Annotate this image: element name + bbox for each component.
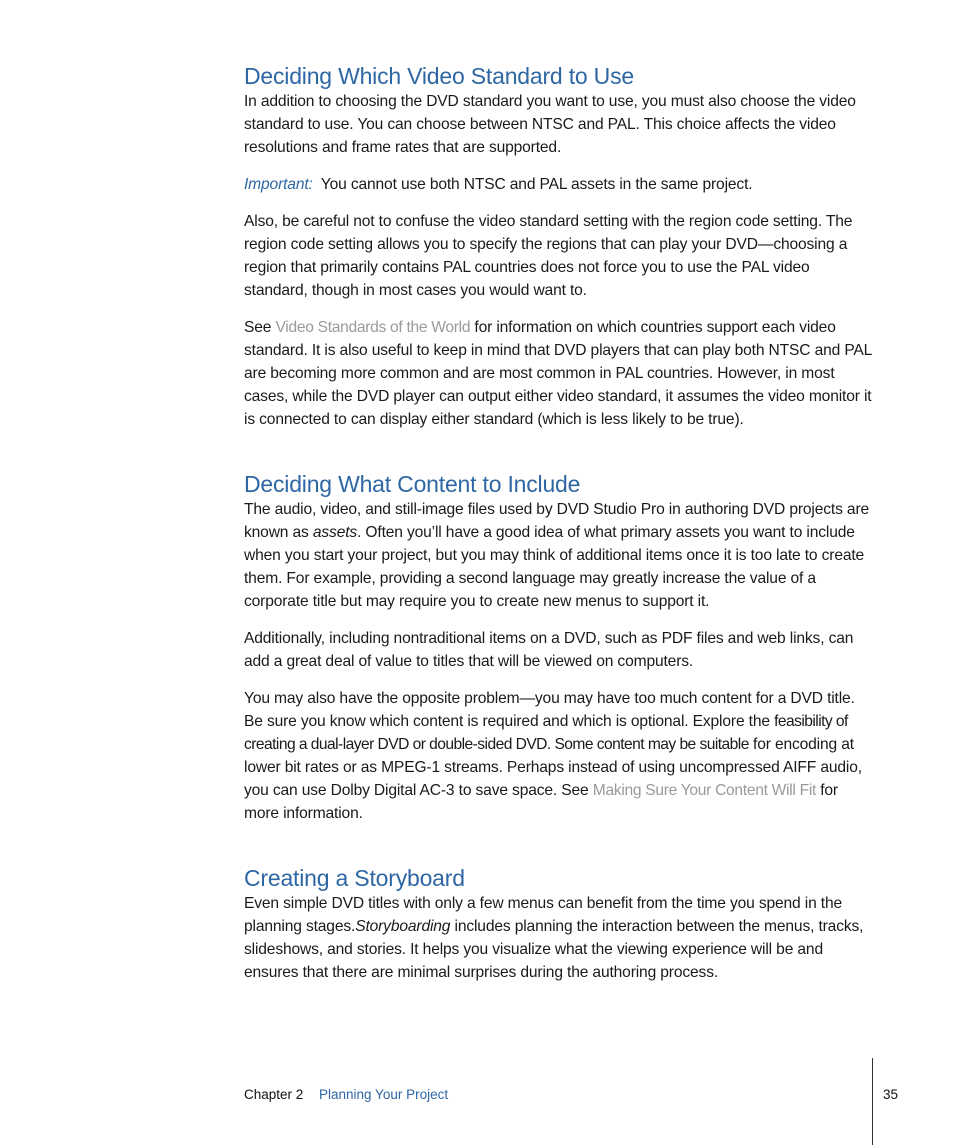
emphasis-assets: assets bbox=[312, 524, 358, 541]
paragraph: Also, be careful not to confuse the video standard setting with the region code setting. The region code setting allows you to specify the regions that can play your DVD—choosing a region that primarily contains PAL countries does not force you to use the PAL video standard, though in most cases you would want to. bbox=[244, 213, 853, 299]
text-run: for more information. bbox=[244, 782, 838, 822]
footer-chapter: Chapter 2 bbox=[244, 1087, 304, 1102]
page-number: 35 bbox=[883, 1087, 899, 1102]
section-heading-storyboard: Creating a Storyboard bbox=[244, 865, 465, 891]
footer-chapter-title[interactable]: Planning Your Project bbox=[319, 1087, 449, 1102]
text-run: The audio, video, and still-image files used by DVD Studio Pro in authoring DVD projects are known as bbox=[244, 501, 870, 541]
emphasis-storyboarding: Storyboarding bbox=[355, 918, 451, 935]
text-run: See bbox=[244, 319, 276, 336]
paragraph bbox=[244, 316, 876, 431]
important-label: Important: bbox=[244, 176, 313, 193]
paragraph: Additionally, including nontraditional items on a DVD, such as PDF files and web links, can add a great deal of value to titles that will be viewed on computers. bbox=[244, 630, 854, 670]
text-run: includes planning the interaction between the menus, tracks, slideshows, and stories. It helps you visualize what the viewing experience will be and ensures that there are minimal surprises during the authoring process. bbox=[244, 918, 864, 981]
important-text: You cannot use both NTSC and PAL assets in the same project. bbox=[320, 176, 753, 193]
text-run: Even simple DVD titles with only a few menus can benefit from the time you spend in the planning stages. bbox=[244, 895, 843, 935]
text-run: feasibility of creating a dual-layer DVD or double-sided DVD. Some content may be suitable bbox=[244, 713, 848, 753]
paragraph: In addition to choosing the DVD standard you want to use, you must also choose the video standard to use. You can choose between NTSC and PAL. This choice affects the video resolutions and frame rates that are supported. bbox=[244, 93, 856, 156]
link-making-sure-content-will-fit[interactable]: Making Sure Your Content Will Fit bbox=[592, 782, 817, 799]
footer-divider bbox=[872, 1058, 873, 1145]
link-video-standards-of-the-world[interactable]: Video Standards of the World bbox=[275, 319, 471, 336]
paragraph bbox=[244, 687, 876, 825]
section-heading-content: Deciding What Content to Include bbox=[244, 471, 581, 497]
text-run: . Often you’ll have a good idea of what primary assets you want to include when you start your project, but you may think of additional items once it is too late to create them. For example, providing a second language may greatly increase the value of a corporate title but may require you to create new menus to support it. bbox=[244, 524, 865, 610]
section-heading-video-standard: Deciding Which Video Standard to Use bbox=[244, 63, 634, 89]
paragraph bbox=[244, 892, 876, 984]
important-note bbox=[244, 173, 876, 196]
text-run: You may also have the opposite problem—you may have too much content for a DVD title. Be sure you know which content is required and which is optional. Explore the bbox=[244, 690, 855, 730]
text-run: for information on which countries support each video standard. It is also useful to keep in mind that DVD players that can play both NTSC and PAL are becoming more common and are most common in PAL countries. However, in most cases, while the DVD player can output either video standard, it assumes the video monitor it is connected to can display either standard (which is less likely to be true). bbox=[244, 319, 872, 428]
paragraph bbox=[244, 498, 876, 613]
text-run: for encoding at lower bit rates or as MPEG-1 streams. Perhaps instead of using uncompressed AIFF audio, you can use Dolby Digital AC-3 to save space. See bbox=[244, 736, 862, 799]
